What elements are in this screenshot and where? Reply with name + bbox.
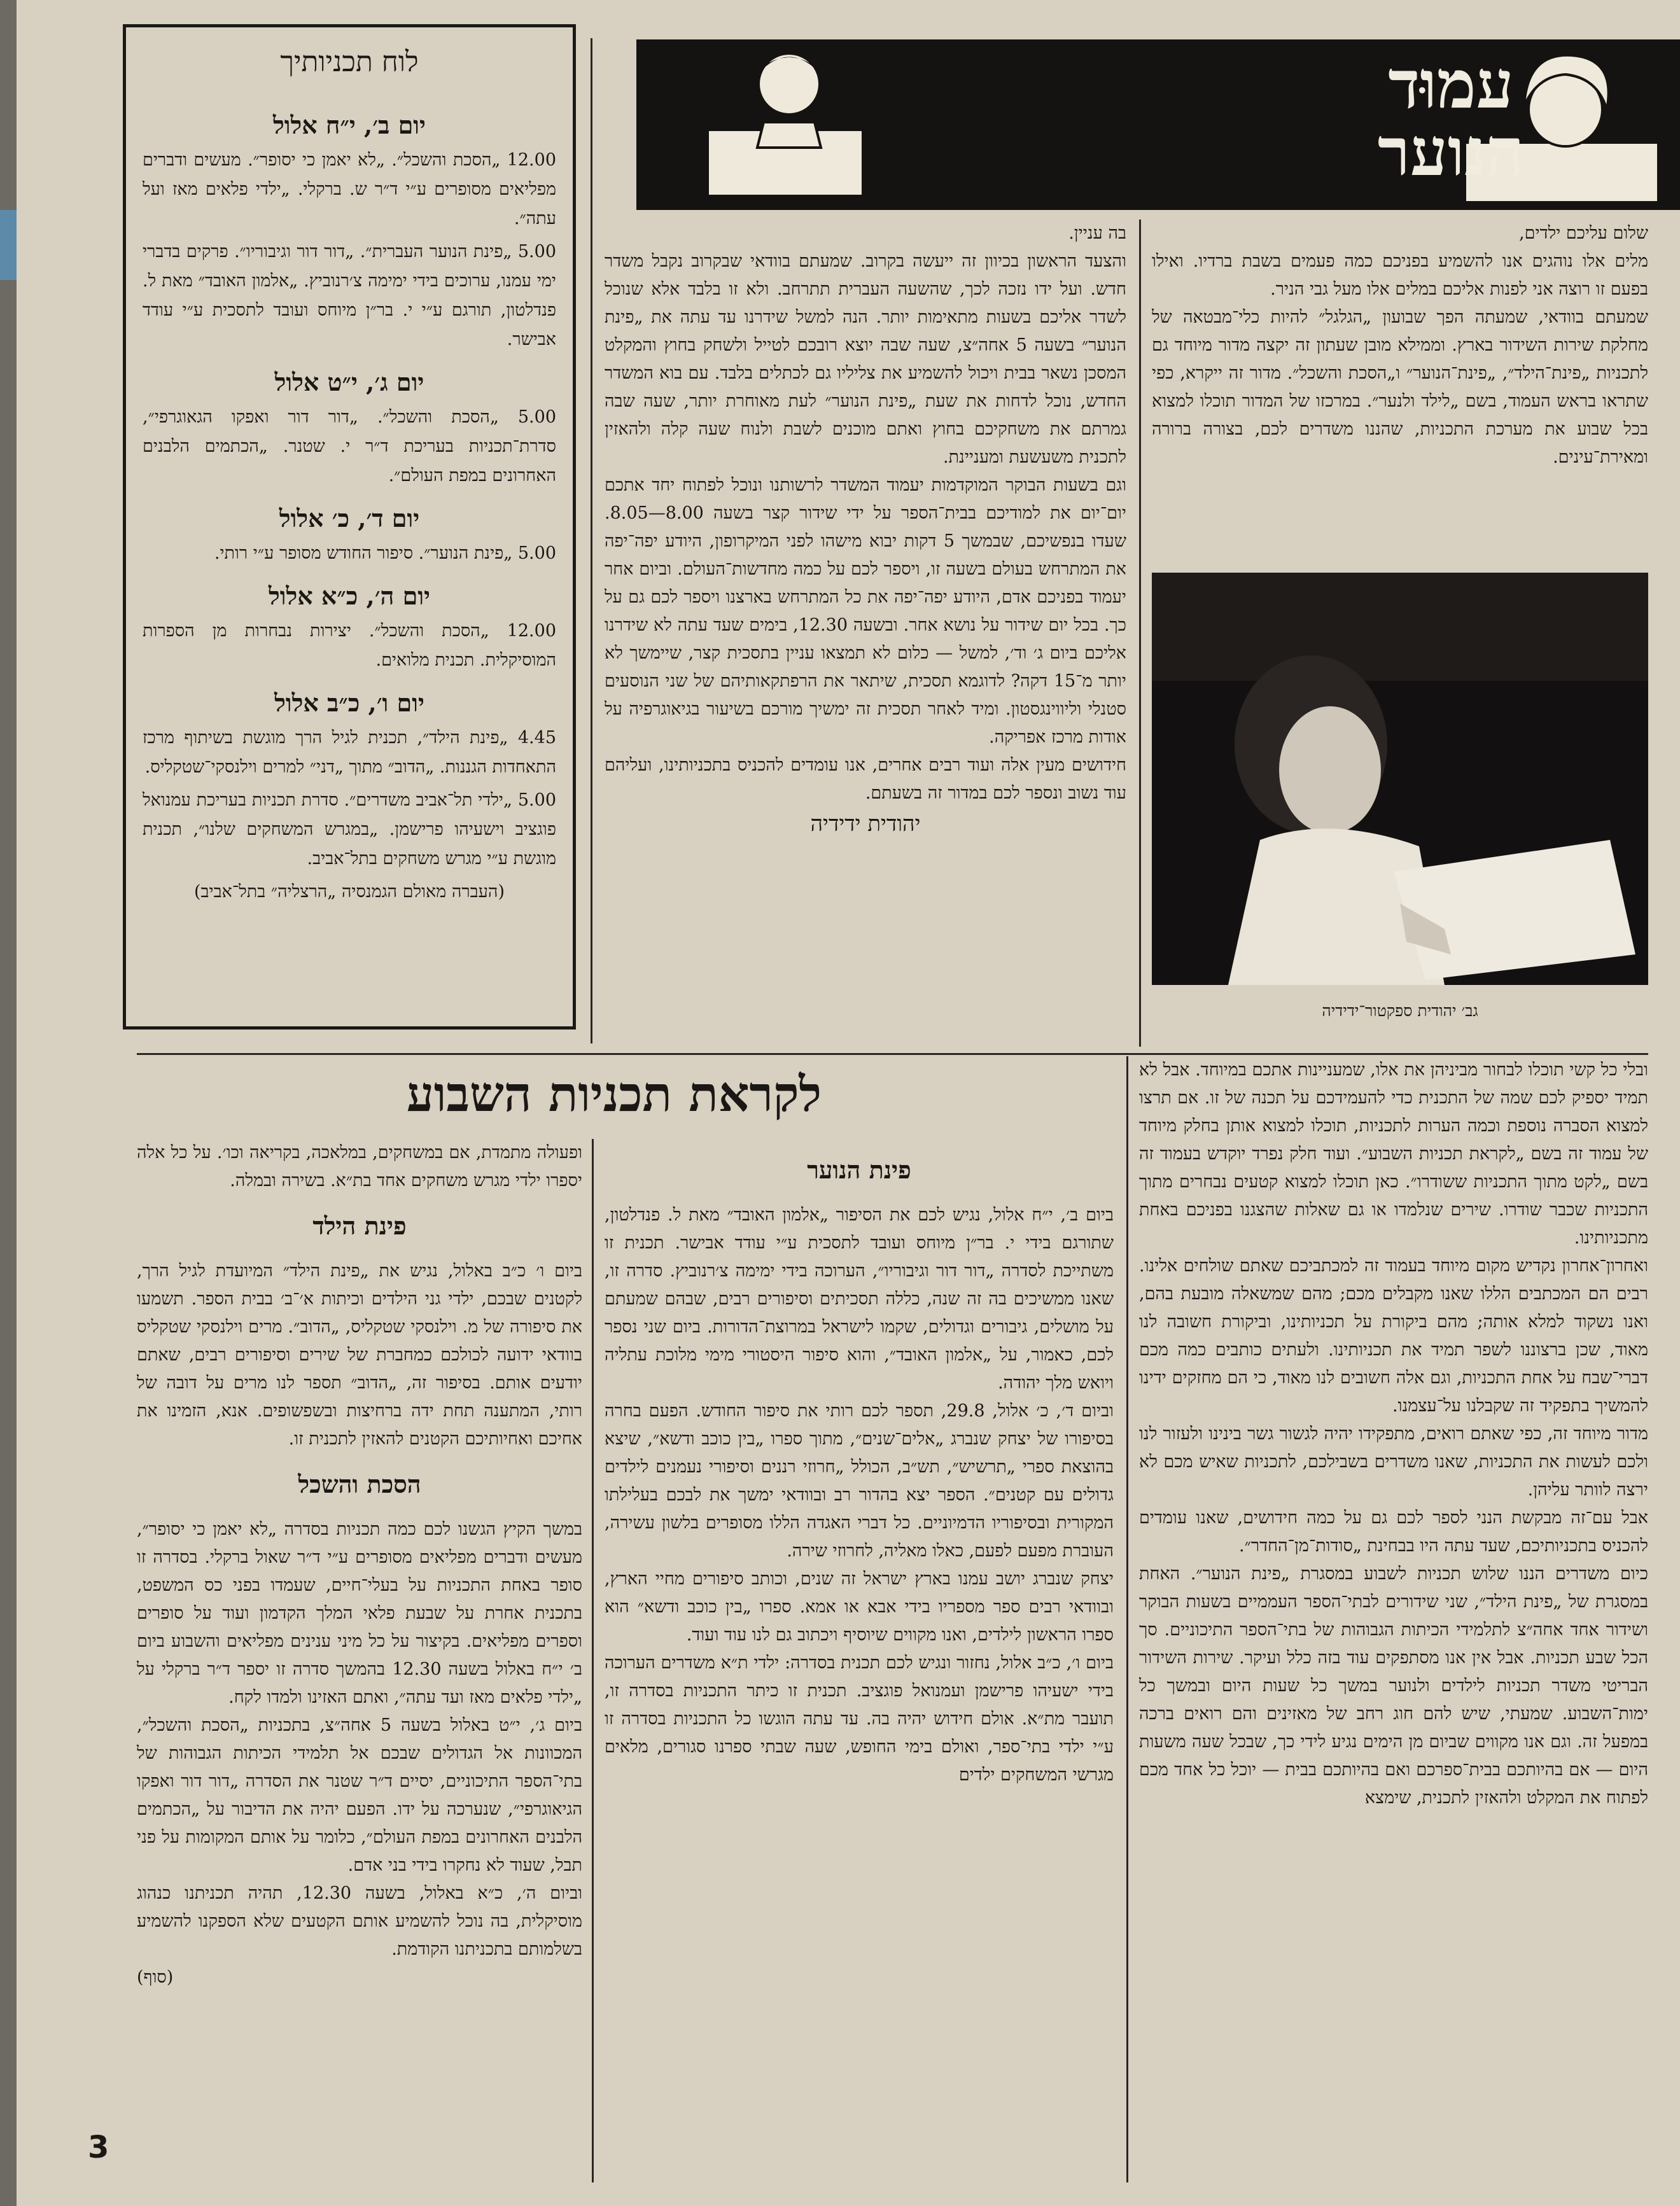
page-edge xyxy=(0,0,17,2206)
right-bottom-paragraph: ובלי כל קשי תוכלו לבחור מביניהן את אלו, שמעניינות אתכם במיוחד. אבל לא תמיד יספיק לכם שמה של התכנית כדי להעמידכם על תכנה של זו. אם תרצו למצוא הסברה נוספת וכמה הערות לתכניות, תוכלו למצוא אותן בחלק מיוחד של עמוד זה בשם „לקראת תכניות השבוע״. ועוד חלק נפרד יוקדש בעמוד זה בשם „לקט מתוך התכניות ששודרו״. כאן תוכלו למצוא קטעים נבחרים מתוך התכניות שכבר שודרו. שירים שנלמדו או גם שאלות שהצגנו בפניכם באחת מתכניותינו. xyxy=(1139,1060,1648,1248)
end-mark: (סוף) xyxy=(137,1967,174,1987)
schedule-day: יום ג׳, י״ט אלול xyxy=(274,368,424,396)
photo-image xyxy=(1152,573,1648,985)
pinat-hayeled-heading: פינת הילד xyxy=(312,1211,407,1240)
schedule-box xyxy=(123,24,576,1030)
haskat-paragraph: במשך הקיץ הגשנו לכם כמה תכניות בסדרה „לא יאמן כי יסופר״, מעשים ודברים מפליאים מסופרים ע״י ד״ר שאול ברקלי. בסדרה זו סופר באחת התכניות על בעלי־חיים, שעמדו בפני כס המשפט, בתכנית אחרת על שבעת פלאי המלך הקדמון ועוד על סופרים וספרים מפליאים. בקיצור על כל מיני ענינים מפליאים והשבוע ביום ב׳ י״ח באלול בשעה 12.30 בהמשך סדרה זו יספר ד״ר ברקלי על „ילדי פלאים מאז ועד עתה״, ואתם האזינו ולמדו לקח. xyxy=(137,1519,582,1707)
intro-greeting: שלום עליכם ילדים, xyxy=(1519,223,1648,243)
author-signature: יהודית ידידיה xyxy=(810,811,921,837)
pinat-hanoar-paragraph: ביום ב׳, י״ח אלול, נגיש לכם את הסיפור „אלמון האובד״ מאת ל. פנדלטון, שתורגם בידי י. בר״ן מיוחס ועובד לתסכית ע״י עודד אבישר. תכנית זו משתייכת לסדרה „דור דור וגיבוריו״, הערוכה בידי ימימה צ׳רנוביץ. סדרה זו, שאנו ממשיכים בה זה שנה, כללה תסכיתים וסיפורים רבים, שבהם שמעתם על מושלים, גיבורים וגדולים, שקמו לישראל במרוצת־הדורות. ביום שני נספר לכם, כאמור, על „אלמון האובד״, והוא סיפור היסטורי מימי מלוכת עתליה ויואש מלך יהודה. xyxy=(605,1205,1114,1393)
pinat-hanoar-column xyxy=(605,1139,1114,2182)
banner-title-line2: הנוער xyxy=(1377,113,1525,191)
intro-paragraph: שמעתם בוודאי, שמעתה הפך שבועון „הגלגל״ להיות כלי־מבטאה של מחלקת שירות השידור בארץ. וממילא מובן שעתון זה יקצה מדור מיוחד גם לתכניות „פינת־הילד״, „פינת־הנוער״ ו„הסכת והשכל״. מדור זה ייקרא, כפי שתראו בראש העמוד, בשם „לילד ולנער״. במרכזו של המדור תוכלו למצוא בכל שבוע את מערכת התכניות, שהננו משדרים לכם, בצורה ברורה ומאירת־עינים. xyxy=(1152,307,1648,467)
pinat-hanoar-paragraph: ביום ו׳, כ״ב אלול, נחזור ונגיש לכם תכנית בסדרה: ילדי ת״א משדרים הערוכה בידי ישעיהו פרישמן ועמנואל פוגציב. תכנית זו כיתר התכניות בסדרה זו, תועבר מת״א. אולם חידוש יהיה בה. עד עתה הוגשו כל התכניות בסדרה זו ע״י ילדי בתי־ספר, ואולם בימי החופש, שעה שבתי ספרנו סגורים, מלאים מגרשי המשחקים ילדים xyxy=(605,1653,1114,1785)
haskat-paragraph: ביום ג׳, י״ט באלול בשעה 5 אחה״צ, בתכניות „הסכת והשכל״, המכוונות אל הגדולים שבכם אל תלמידי הכיתות הגבוהות של בתי־הספר התיכוניים, יסיים ד״ר שטנר את הסדרה „דור דור ואפקו הגיאוגרפי״, שנערכה על ידו. הפעם יהיה את הדיבור על „הכתמים הלבנים האחרונים במפת העולם״, כלומר על אותם המקומות על פני תבל, שעוד לא נחקרו בידי בני אדם. xyxy=(137,1715,582,1875)
pinat-hanoar-paragraph: יצחק שנברג יושב עמנו בארץ ישראל זה שנים, וכותב סיפורים מחיי הארץ, ובוודאי רבים ספר מספריו בידי אבא או אמא. ספרו „בין כוכב ודשא״ הוא ספרו הראשון לילדים, ואנו מקווים שיוסיף ויכתוב גם לנו עוד ועוד. xyxy=(605,1569,1114,1645)
column-rule-2 xyxy=(1139,220,1141,1047)
schedule-footer: (העברה מאולם הגמנסיה „הרצליה״ בתל־אביב) xyxy=(194,882,505,902)
right-bottom-paragraph: מדור מיוחד זה, כפי שאתם רואים, מתפקידו יהיה לגשור גשר בינינו ולעזור לנו ולכם לעשות את התכניות, שאנו משדרים בשבילכם, לתכניות שאיש מכם לא ירצה לוותר עליהן. xyxy=(1139,1424,1648,1500)
schedule-entry: 12.00 „הסכת והשכל״. יצירות נבחרות מן הספרות המוסיקלית. תכנית מלואים. xyxy=(143,621,556,670)
banner-title xyxy=(1317,45,1585,191)
page-edge-tab xyxy=(0,210,17,280)
schedule-entry: 5.00 „פינת הנוער העברית״. „דור דור וגיבוריו״. פרקים בדברי ימי עמנו, ערוכים בידי ימימה צ׳רנוביץ. „אלמון האובד״ מאת ל. פנדלטון, תורגם ע״י י. בר״ן מיוחס ועובד לתסכית ע״י עודד אבישר. xyxy=(143,242,557,349)
right-bottom-column xyxy=(1139,1056,1648,2176)
schedule-entry: 12.00 „הסכת והשכל״. „לא יאמן כי יסופר״. מעשים ודברים מפליאים מסופרים ע״י ד״ר ש. ברקלי. „ילדי פלאים מאז ועל עתה״. xyxy=(143,150,556,228)
schedule-entry: 5.00 „פינת הנוער״. סיפור החודש מסופר ע״י רותי. xyxy=(214,543,556,563)
intro-column xyxy=(1152,220,1648,563)
schedule-entry: 4.45 „פינת הילד״, תכנית לגיל הרך מוגשת בשיתוף מרכז התאחדות הגננות. „הדוב״ מתוך „דני״ למרים וילנסקי־שטקליס. xyxy=(143,728,556,777)
haskat-heading: הסכת והשכל xyxy=(298,1470,421,1498)
middle-paragraph: והצעד הראשון בכיוון זה ייעשה בקרוב. שמעתם בוודאי שבקרוב נקבל משדר חדש. ועל ידו נזכה לכך, שהשעה העברית תתרחב. ולא זו בלבד אלא שנוכל לשדר אליכם בשעות מתאימות יותר. הנה למשל שידרנו עד עתה את „פינת הנוער״ בשעה 5 אחה״צ, שעה שבה יוצא רובכם לטייל ולשחק בחוץ והמקלט המסכן נשאר בבית ויכול להשמיע את צליליו גם לכתלים בלבד. עם בוא המשדר החדש, נוכל לדחות את שעת „פינת הנוער״ לעת מאוחרת יותר, שעה שבה גמרתם את משחקיכם בחוץ ואתם מוכנים לשבת ולנוח שעה קלה ולהאזין לתכנית משעשעת ומעניינת. xyxy=(605,251,1126,467)
presenter-photo xyxy=(1152,573,1648,985)
schedule-entry: 5.00 „ילדי תל־אביב משדרים״. סדרת תכניות בעריכת עמנואל פוגציב וישעיהו פרישמן. „במגרש המשחקים שלנו״, תכנית מוגשת ע״י מגרש משחקים בתל־אביב. xyxy=(143,790,556,869)
boy-reading-illustration xyxy=(694,39,885,199)
left-top-paragraph: ופעולה מתמדת, אם במשחקים, במלאכה, בקריאה וכו׳. על כל אלה יספרו ילדי מגרש משחקים אחד בת״א. בשירה ובמלה. xyxy=(137,1143,582,1190)
right-bottom-paragraph: כיום משדרים הננו שלוש תכניות לשבוע במסגרת „פינת הנוער״. האחת במסגרת של „פינת הילד״, שני שידורים לבתי־הספר העממיים בשעות הבוקר ושידור אחד אחה״צ לתלמידי הכיתות הגבוהות של בתי־הספר התיכוניים. סך הכל שבע תכניות. אבל אין אנו מסתפקים עוד בזה כלל ועיקר. שירות השידור הבריטי משדר תכניות לילדים ולנוער במשך כל שעות היום ובמשך כל ימות־השבוע. שמעתי, שיש להם חוג רחב של מאזינים והם רואים ברכה במפעל זה. וגם אנו מקווים שביום מן הימים נגיע לידי כך, שבכל שעה משעות היום — אם בהיותכם בבית־ספרכם ואם בהיותכם בבית — יוכל כל אחד מכם לפתוח את המקלט ולהאזין לתכנית, שימצא xyxy=(1139,1564,1648,1808)
banner-title-line1: עמוּד xyxy=(1388,45,1514,123)
schedule-title: לוח תכניותיך xyxy=(280,46,419,78)
schedule-day: יום ה׳, כ״א אלול xyxy=(268,582,431,610)
youth-page-banner xyxy=(636,39,1680,210)
middle-paragraph: חידושים מעין אלה ועוד רבים אחרים, אנו עומדים להכניס בתכניותינו, ועליהם עוד נשוב ונספר לכם במדור זה בשעתם. xyxy=(605,755,1126,803)
intro-paragraph: מלים אלו נוהגים אנו להשמיע בפניכם כמה פעמים בשבת ברדיו. ואילו בפעם זו רוצה אני לפנות אליכם במלים אלו מעל גבי הניר. xyxy=(1152,251,1648,299)
schedule-day: יום ו׳, כ״ב אלול xyxy=(274,688,424,717)
column-rule-4 xyxy=(1126,1056,1128,2182)
middle-column xyxy=(605,220,1126,1047)
schedule-day: יום ב׳, י״ח אלול xyxy=(273,111,426,139)
pinat-hanoar-heading: פינת הנוער xyxy=(807,1155,911,1184)
middle-paragraph: בה עניין. xyxy=(1068,223,1126,243)
right-bottom-paragraph: ואחרון־אחרון נקדיש מקום מיוחד בעמוד זה למכתביכם שאתם שולחים אלינו. רבים הם המכתבים הללו שאנו מקבלים מכם; מהם שמשאלה מובעת בהם, ואנו נשקוד למלא אותה; מהם ביקורת על תכניותינו, וביקורת חשובה לנו מאוד, שכן ברצוננו לשפר תמיד את תכניותינו. ולעתים כותבים כמה מכם דברי־שבח על אחת התכניות, וגם אלה חשובים לנו מאוד, כי הם מחזקים ידינו להמשיך בתפקיד זה שקבלנו על־עצמנו. xyxy=(1139,1256,1648,1416)
photo-caption: גב׳ יהודית ספקטור־ידידיה xyxy=(1322,1002,1478,1020)
haskat-paragraph: וביום ה׳, כ״א באלול, בשעה 12.30, תהיה תכניתנו כנהוג מוסיקלית, בה נוכל להשמיע אותם הקטעים שלא הספקנו להשמיע בשלמותם בתכניתנו הקודמת. xyxy=(137,1883,582,1959)
middle-paragraph: וגם בשעות הבוקר המוקדמות יעמוד המשדר לרשותנו ונוכל לפתוח יחד אתכם יום־יום את למודיכם בבית־הספר על ידי שידור קצר בשעה 8.00—8.05. שעדו בנפשיכם, שבמשך 5 דקות יבוא מישהו לפני המיקרופון, היודע יפה־יפה את המתרחש בעולם בשעה זו, ויספר לכם על כמה מחדשות־העולם. וביום אחר יעמוד בפניכם אדם, היודע יפה־יפה את כל המתרחש בארצנו ויספר לכם גם על כך. בכל יום שידור על נושא אחר. ובשעה 12.30, בימים שעד עתה לא שידרנו אליכם ביום ג׳ וד׳, למשל — כלום לא תמצאו עניין בתסכית קצר, שיימשך לא יותר מ־15 דקה? לדוגמא תסכית, שיתאר את הרפתקאותיהם של שני הנוסעים סטנלי וליווינגסטון. ומיד לאחר תסכית זה ימשיך מורכם בשיעור בגיאוגרפיה על אודות מרכז אפריקה. xyxy=(605,475,1126,747)
column-rule-1 xyxy=(591,38,592,1044)
column-rule-3 xyxy=(592,1139,594,2182)
schedule-day: יום ד׳, כ׳ אלול xyxy=(279,504,420,533)
left-bottom-column xyxy=(137,1139,582,2182)
right-bottom-paragraph: אבל עם־זה מבקשת הנני לספר לכם גם על כמה חידושים, שאנו עומדים להכניס בתכניותיכם, שעד עתה היו בבחינת „סודות־מן־החדר״. xyxy=(1139,1508,1648,1556)
pinat-hayeled-paragraph: ביום ו׳ כ״ב באלול, נגיש את „פינת הילד״ המיועדת לגיל הרך, לקטנים שבכם, ילדי גני הילדים וכיתות א׳־ב׳ בבית הספר. תשמעו את סיפורה של מ. וילנסקי שטקליס, „הדוב״. מרים וילנסקי שטקליס בוודאי ידועה לכולכם כמחברת של שירים וסיפורים רבים, שאתם יודעים אותם. בסיפור זה, „הדוב״ תספר לנו מרים על דובה של רותי, המתענה תחת ידה ברחיצות ובשפשופים. אנא, הזמינו את אחיכם ואחיותיכם הקטנים להאזין לתכנית זו. xyxy=(137,1261,582,1449)
page-number: 3 xyxy=(88,2130,109,2165)
pinat-hanoar-paragraph: וביום ד׳, כ׳ אלול, 29.8, תספר לכם רותי את סיפור החודש. הפעם בחרה בסיפורו של יצחק שנברג „אלים־שנים״, מתוך ספרו „בין כוכב ודשא״, שיצא בהוצאת ספרי „תרשיש״, תש״ב, הכולל „חרוזי רננים וסיפורי נעמנים לילדים גדולים עם קטנים״. הספר יצא בהדור רב ובוודאי ימשך את לבכם בעלילתו המקורית ובסיפוריו הדמיוניים. כל דברי האגדה הללו מסופרים בלשון עשירה, העוברת מפעם לפעם, כאלו מאליה, לחרוזי שירה. xyxy=(605,1401,1114,1561)
weekly-programs-heading: לקראת תכניות השבוע xyxy=(406,1066,822,1122)
schedule-entry: 5.00 „הסכת והשכל״. „דור דור ואפקו הגאוגרפי״, סדרת־תכניות בעריכת ד״ר י. שטנר. „הכתמים הלבנים האחרונים במפת העולם״. xyxy=(143,407,556,485)
